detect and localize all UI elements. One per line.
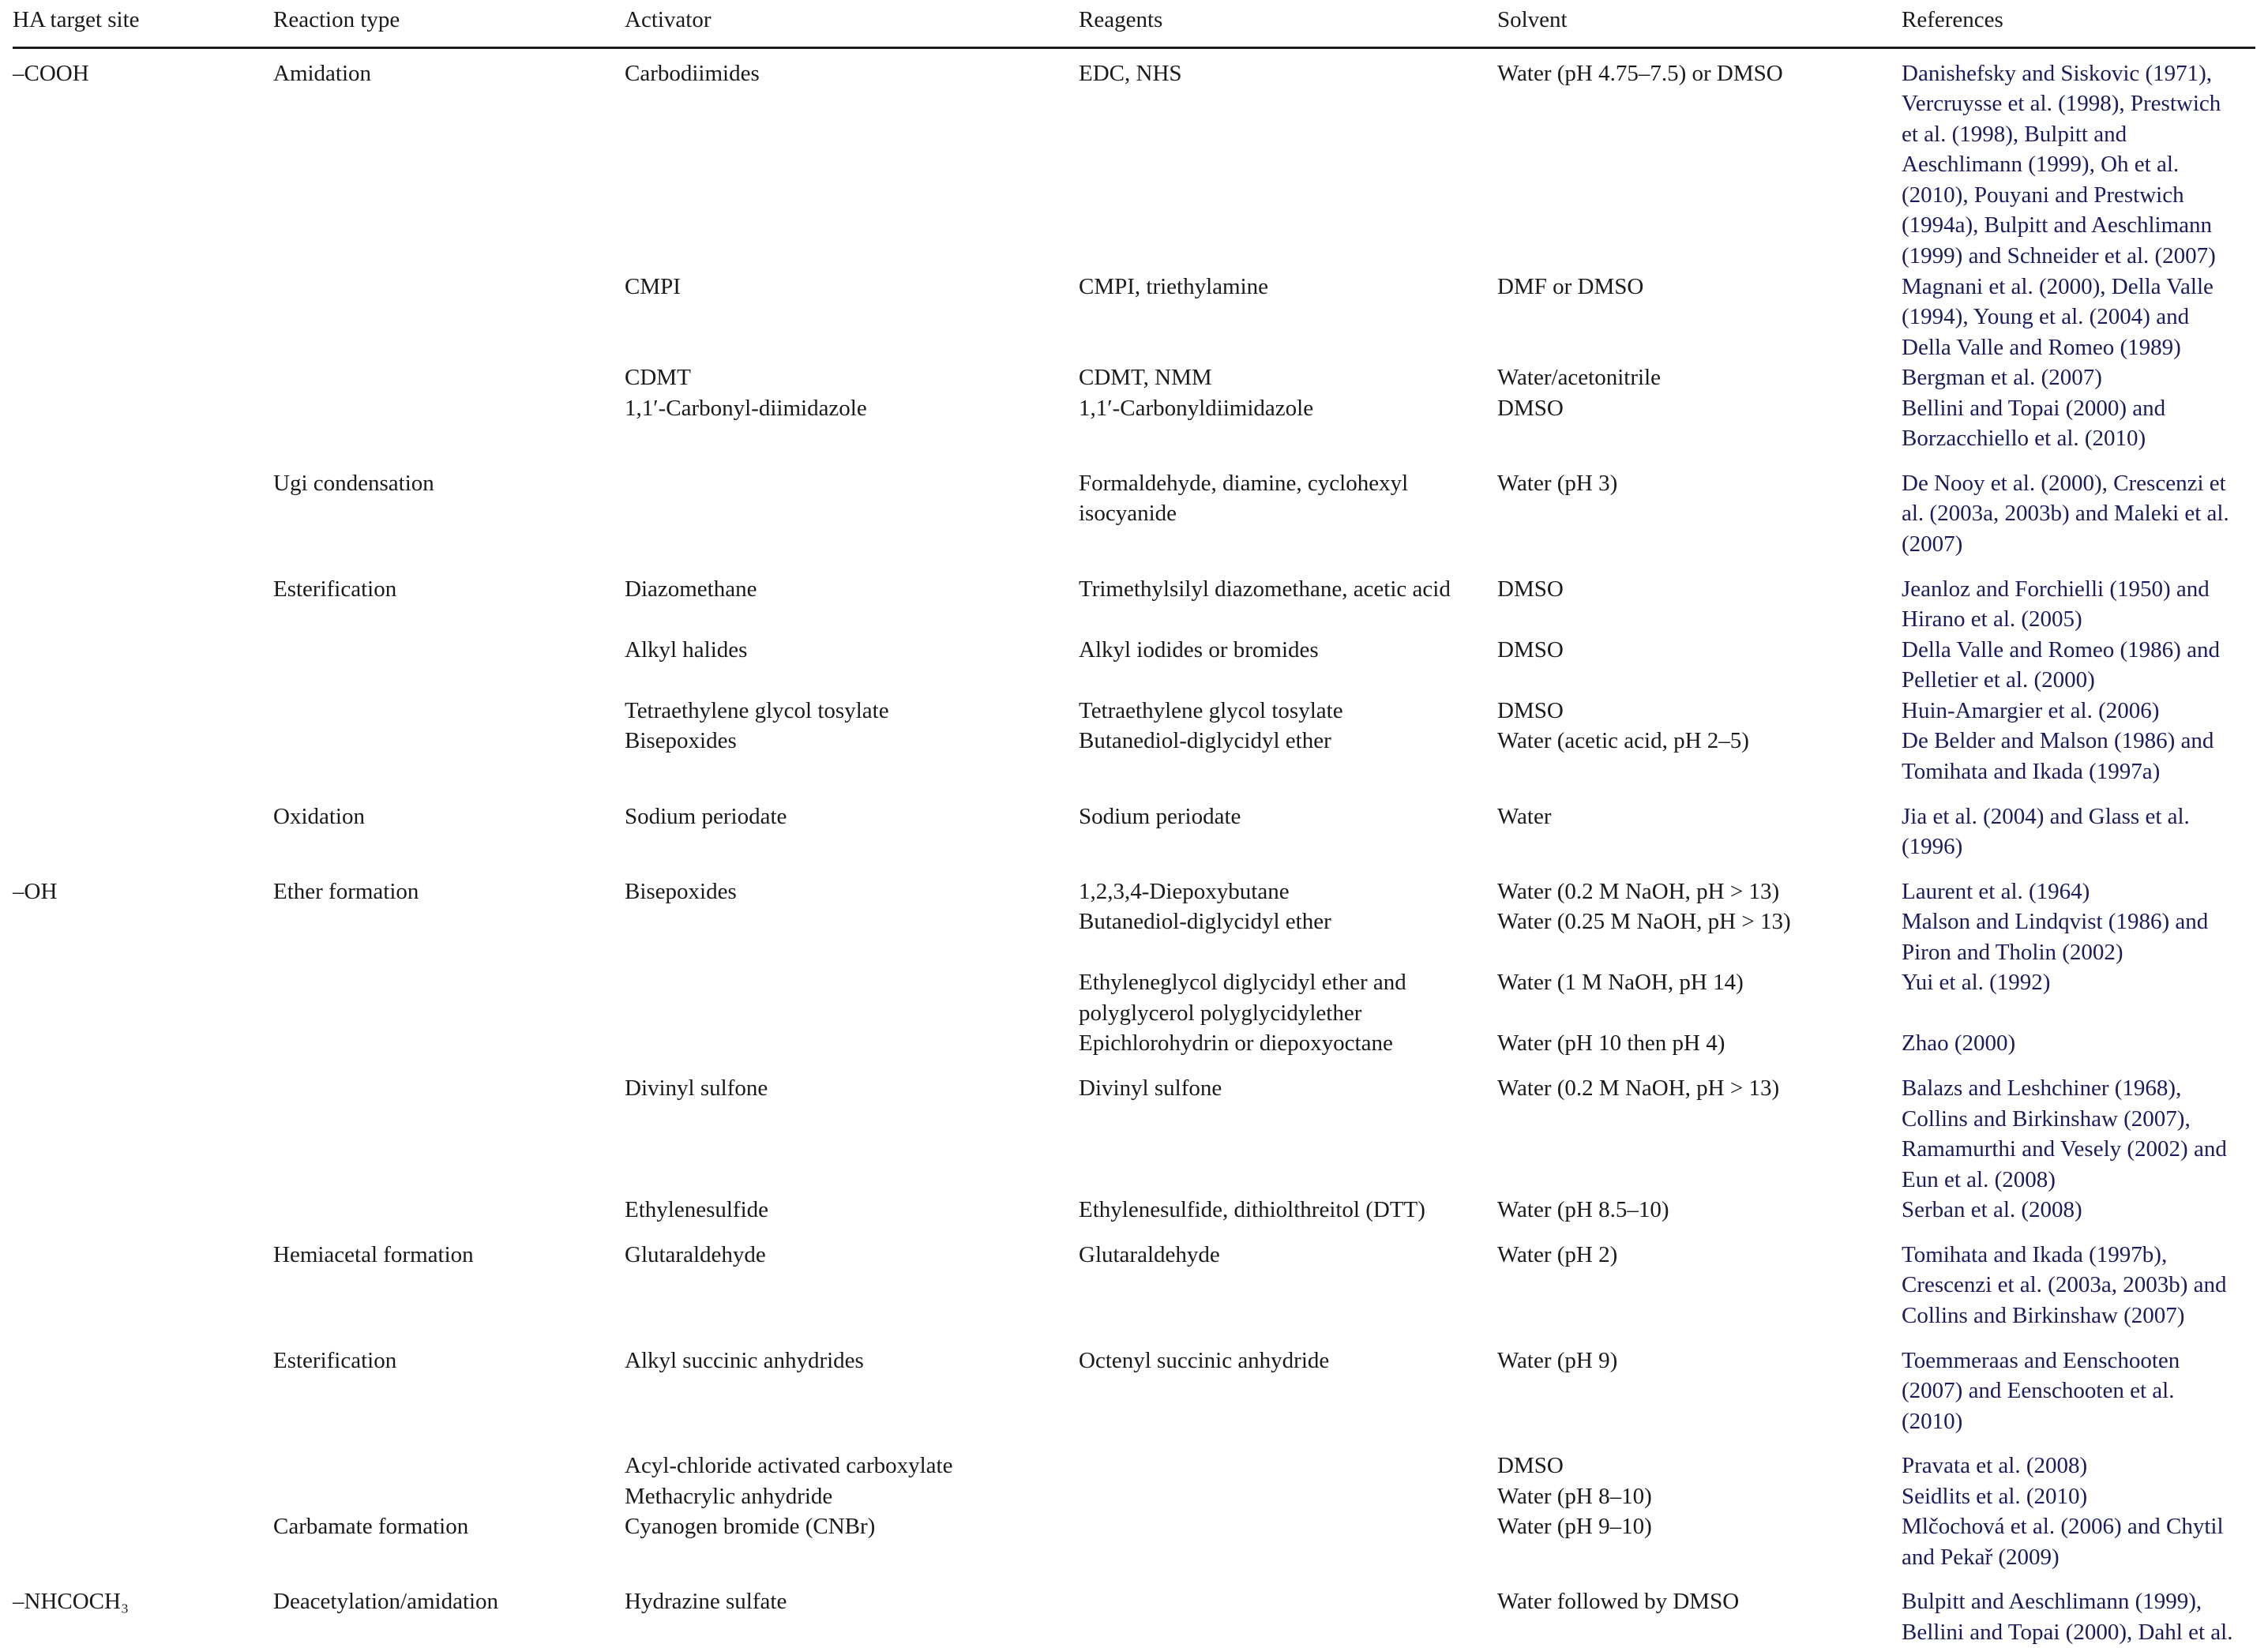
cell-activator: Methacrylic anhydride bbox=[625, 1483, 833, 1509]
cell-reagents: Glutaraldehyde bbox=[1079, 1241, 1220, 1267]
cell-references: Jeanloz and Forchielli (1950) and Hirano et al. (2005) bbox=[1902, 576, 2210, 633]
cell-references: Yui et al. (1992) bbox=[1902, 970, 2051, 996]
column-header-reagents: Reagents bbox=[1079, 0, 1497, 47]
cell-target bbox=[13, 362, 273, 393]
cell-solvent: Water (pH 3) bbox=[1497, 470, 1618, 496]
cell-solvent: Water (pH 10 then pH 4) bbox=[1497, 1030, 1725, 1057]
table-header-row bbox=[13, 0, 2255, 47]
table-row bbox=[13, 862, 2255, 907]
table-row bbox=[13, 1028, 2255, 1059]
cell-solvent: Water/acetonitrile bbox=[1497, 365, 1661, 391]
cell-activator: 1,1′-Carbonyl-diimidazole bbox=[625, 395, 867, 421]
cell-references: Toemmeraas and Eenschooten (2007) and Eenschooten et al. (2010) bbox=[1902, 1347, 2180, 1434]
cell-references: De Belder and Malson (1986) and Tomihata and Ikada (1997a) bbox=[1902, 728, 2214, 784]
cell-solvent: DMF or DMSO bbox=[1497, 273, 1644, 299]
cell-target bbox=[13, 635, 273, 696]
cell-target bbox=[13, 560, 273, 635]
cell-reagents: 1,1′-Carbonyldiimidazole bbox=[1079, 395, 1314, 421]
column-header-references: References bbox=[1902, 0, 2255, 47]
table-row bbox=[13, 787, 2255, 862]
table-row bbox=[13, 1195, 2255, 1226]
cell-reaction bbox=[273, 907, 625, 967]
cell-solvent: Water (0.2 M NaOH, pH > 13) bbox=[1497, 1076, 1780, 1101]
table-row bbox=[13, 1331, 2255, 1437]
cell-target bbox=[13, 787, 273, 862]
cell-reagents bbox=[1079, 1572, 1497, 1647]
cell-target bbox=[13, 1331, 273, 1437]
cell-activator: Diazomethane bbox=[625, 576, 757, 602]
cell-reaction: Ugi condensation bbox=[273, 470, 434, 496]
cell-reaction: Deacetylation/amidation bbox=[273, 1589, 499, 1615]
cell-reaction: Esterification bbox=[273, 576, 397, 602]
cell-reaction: Hemiacetal formation bbox=[273, 1241, 474, 1267]
cell-activator: Glutaraldehyde bbox=[625, 1241, 766, 1267]
cell-reagents: Alkyl iodides or bromides bbox=[1079, 636, 1319, 663]
cell-reaction bbox=[273, 272, 625, 363]
cell-activator: Alkyl halides bbox=[625, 636, 748, 663]
cell-solvent: Water (pH 4.75–7.5) or DMSO bbox=[1497, 60, 1783, 86]
column-header-activator: Activator bbox=[625, 0, 1079, 47]
cell-references: Pravata et al. (2008) bbox=[1902, 1453, 2088, 1479]
cell-reagents: CMPI, triethylamine bbox=[1079, 273, 1269, 299]
table-row bbox=[13, 272, 2255, 363]
cell-references: Bergman et al. (2007) bbox=[1902, 365, 2102, 391]
cell-reagents: Ethylenesulfide, dithiolthreitol (DTT) bbox=[1079, 1197, 1425, 1223]
ha-modification-table bbox=[13, 0, 2255, 1648]
cell-reaction bbox=[273, 1059, 625, 1195]
table-row bbox=[13, 696, 2255, 726]
table-row bbox=[13, 47, 2255, 271]
cell-target bbox=[13, 1195, 273, 1226]
table-row bbox=[13, 1226, 2255, 1331]
table-row bbox=[13, 1511, 2255, 1572]
cell-reagents: CDMT, NMM bbox=[1079, 365, 1212, 391]
cell-target bbox=[13, 1481, 273, 1512]
cell-references: Jia et al. (2004) and Glass et al. (1996) bbox=[1902, 803, 2190, 860]
cell-references: De Nooy et al. (2000), Crescenzi et al. (2003a, 2003b) and Maleki et al. (2007) bbox=[1902, 470, 2229, 557]
table-row bbox=[13, 1481, 2255, 1512]
cell-reaction bbox=[273, 726, 625, 786]
cell-solvent: DMSO bbox=[1497, 1453, 1564, 1479]
cell-target bbox=[13, 393, 273, 454]
cell-reagents: EDC, NHS bbox=[1079, 60, 1182, 86]
cell-references: Tomihata and Ikada (1997b), Crescenzi et al. (2003a, 2003b) and Collins and Birkinshaw (2007) bbox=[1902, 1241, 2227, 1328]
cell-references: Mlčochová et al. (2006) and Chytil and Pekař (2009) bbox=[1902, 1514, 2224, 1570]
cell-activator bbox=[625, 1028, 1079, 1059]
cell-solvent: Water (1 M NaOH, pH 14) bbox=[1497, 970, 1744, 996]
cell-activator: Alkyl succinic anhydrides bbox=[625, 1347, 864, 1373]
cell-solvent: DMSO bbox=[1497, 636, 1564, 663]
table-row bbox=[13, 907, 2255, 967]
table-row bbox=[13, 393, 2255, 454]
cell-solvent: Water (pH 8.5–10) bbox=[1497, 1197, 1669, 1223]
cell-solvent: Water (0.25 M NaOH, pH > 13) bbox=[1497, 909, 1791, 935]
cell-activator: Bisepoxides bbox=[625, 878, 737, 904]
cell-target bbox=[13, 726, 273, 786]
cell-target bbox=[13, 1511, 273, 1572]
table-row bbox=[13, 967, 2255, 1028]
cell-activator: Divinyl sulfone bbox=[625, 1076, 768, 1101]
cell-activator: Ethylenesulfide bbox=[625, 1197, 769, 1223]
cell-reaction: Esterification bbox=[273, 1347, 397, 1373]
cell-activator: CDMT bbox=[625, 365, 691, 391]
cell-reagents: Trimethylsilyl diazomethane, acetic acid bbox=[1079, 576, 1451, 602]
cell-reagents: Formaldehyde, diamine, cyclohexyl isocyanide bbox=[1079, 470, 1409, 527]
cell-activator: Hydrazine sulfate bbox=[625, 1589, 787, 1615]
cell-reaction bbox=[273, 393, 625, 454]
cell-target bbox=[13, 272, 273, 363]
column-header-solvent: Solvent bbox=[1497, 0, 1902, 47]
cell-target bbox=[13, 1226, 273, 1331]
cell-references: Bulpitt and Aeschlimann (1999), Bellini and Topai (2000), Dahl et al. bbox=[1902, 1589, 2233, 1645]
cell-activator: Bisepoxides bbox=[625, 728, 737, 754]
cell-reaction bbox=[273, 1481, 625, 1512]
cell-reagents: Sodium periodate bbox=[1079, 803, 1241, 829]
cell-target: –COOH bbox=[13, 60, 89, 86]
cell-references: Della Valle and Romeo (1986) and Pelletier et al. (2000) bbox=[1902, 636, 2220, 693]
cell-references: Danishefsky and Siskovic (1971), Vercruysse et al. (1998), Prestwich et al. (1998), Bulpitt and Aeschlimann (1999), Oh et al. (2010), Pouyani and Prestwich (1994a), Bulpitt and Aeschlimann (1999) and Schneider et al. (2007) bbox=[1902, 60, 2221, 268]
cell-references: Zhao (2000) bbox=[1902, 1030, 2016, 1057]
table-row bbox=[13, 454, 2255, 560]
cell-reaction bbox=[273, 967, 625, 1028]
cell-reaction bbox=[273, 1195, 625, 1226]
cell-references: Laurent et al. (1964) bbox=[1902, 878, 2090, 904]
table-row bbox=[13, 1436, 2255, 1481]
cell-solvent: DMSO bbox=[1497, 697, 1564, 723]
cell-solvent: Water (acetic acid, pH 2–5) bbox=[1497, 728, 1749, 754]
cell-solvent: Water followed by DMSO bbox=[1497, 1589, 1740, 1615]
cell-references: Huin-Amargier et al. (2006) bbox=[1902, 697, 2160, 723]
cell-activator: Carbodiimides bbox=[625, 60, 760, 86]
cell-reaction: Oxidation bbox=[273, 803, 365, 829]
table-row bbox=[13, 1572, 2255, 1647]
table-row bbox=[13, 726, 2255, 786]
cell-reaction bbox=[273, 1436, 625, 1481]
cell-reaction bbox=[273, 696, 625, 726]
table-header bbox=[13, 0, 2255, 47]
cell-reagents: Ethyleneglycol diglycidyl ether and polyglycerol polyglycidylether bbox=[1079, 970, 1406, 1026]
cell-reagents: Butanediol-diglycidyl ether bbox=[1079, 909, 1331, 935]
cell-references: Bellini and Topai (2000) and Borzacchiello et al. (2010) bbox=[1902, 395, 2166, 452]
cell-target bbox=[13, 696, 273, 726]
cell-reaction: Carbamate formation bbox=[273, 1514, 469, 1540]
table-row bbox=[13, 635, 2255, 696]
table-row bbox=[13, 362, 2255, 393]
cell-target bbox=[13, 454, 273, 560]
table-row bbox=[13, 560, 2255, 635]
cell-reagents: Tetraethylene glycol tosylate bbox=[1079, 697, 1343, 723]
cell-references: Malson and Lindqvist (1986) and Piron and Tholin (2002) bbox=[1902, 909, 2209, 965]
cell-target bbox=[13, 1028, 273, 1059]
cell-target: –NHCOCH₃ bbox=[13, 1589, 130, 1615]
cell-reaction bbox=[273, 635, 625, 696]
column-header-reaction-type: Reaction type bbox=[273, 0, 625, 47]
cell-references: Serban et al. (2008) bbox=[1902, 1197, 2082, 1223]
cell-solvent: Water (0.2 M NaOH, pH > 13) bbox=[1497, 878, 1780, 904]
cell-reaction: Amidation bbox=[273, 60, 372, 86]
cell-reagents bbox=[1079, 1481, 1497, 1512]
cell-reagents bbox=[1079, 1511, 1497, 1572]
cell-activator bbox=[625, 967, 1079, 1028]
cell-solvent: Water (pH 9) bbox=[1497, 1347, 1618, 1373]
cell-activator bbox=[625, 454, 1079, 560]
table-body bbox=[13, 47, 2255, 1648]
cell-solvent: DMSO bbox=[1497, 576, 1564, 602]
cell-references: Seidlits et al. (2010) bbox=[1902, 1483, 2088, 1509]
cell-reagents: Divinyl sulfone bbox=[1079, 1076, 1222, 1101]
cell-target bbox=[13, 967, 273, 1028]
cell-target bbox=[13, 1436, 273, 1481]
table-row bbox=[13, 1059, 2255, 1195]
cell-activator: Acyl-chloride activated carboxylate bbox=[625, 1453, 953, 1479]
cell-solvent: Water (pH 8–10) bbox=[1497, 1483, 1652, 1509]
cell-solvent: DMSO bbox=[1497, 395, 1564, 421]
cell-reagents: Octenyl succinic anhydride bbox=[1079, 1347, 1330, 1373]
cell-activator: Tetraethylene glycol tosylate bbox=[625, 697, 889, 723]
cell-reaction bbox=[273, 1028, 625, 1059]
cell-activator: CMPI bbox=[625, 273, 681, 299]
cell-activator bbox=[625, 907, 1079, 967]
cell-solvent: Water bbox=[1497, 803, 1552, 829]
cell-reagents bbox=[1079, 1436, 1497, 1481]
cell-references: Balazs and Leshchiner (1968), Collins and Birkinshaw (2007), Ramamurthi and Vesely (2002) and Eun et al. (2008) bbox=[1902, 1076, 2227, 1192]
cell-reagents: Butanediol-diglycidyl ether bbox=[1079, 728, 1331, 754]
cell-activator: Sodium periodate bbox=[625, 803, 787, 829]
cell-reaction bbox=[273, 362, 625, 393]
cell-reagents: 1,2,3,4-Diepoxybutane bbox=[1079, 878, 1290, 904]
cell-activator: Cyanogen bromide (CNBr) bbox=[625, 1514, 876, 1540]
cell-solvent: Water (pH 2) bbox=[1497, 1241, 1618, 1267]
cell-reagents: Epichlorohydrin or diepoxyoctane bbox=[1079, 1030, 1393, 1057]
cell-target bbox=[13, 1059, 273, 1195]
cell-target bbox=[13, 907, 273, 967]
cell-reaction: Ether formation bbox=[273, 878, 419, 904]
cell-target: –OH bbox=[13, 878, 58, 904]
cell-solvent: Water (pH 9–10) bbox=[1497, 1514, 1652, 1540]
cell-references: Magnani et al. (2000), Della Valle (1994), Young et al. (2004) and Della Valle and Romeo (1989) bbox=[1902, 273, 2214, 360]
column-header-ha-target-site: HA target site bbox=[13, 0, 273, 47]
